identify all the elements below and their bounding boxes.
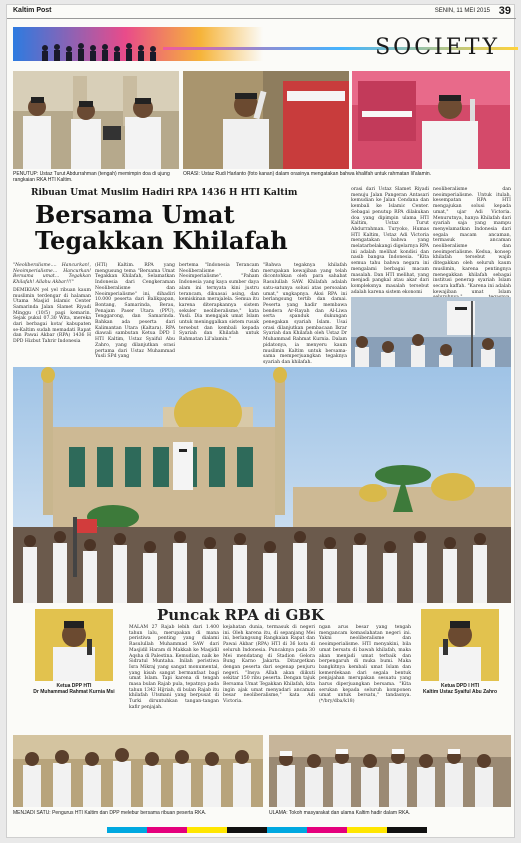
photo-pengurus: [13, 735, 263, 807]
paper-name: Kaltim Post: [13, 7, 52, 14]
article-col-1: [13, 263, 91, 363]
section-banner: [13, 23, 510, 65]
puncak-col-2: kejahatan dunia, termasuk di negeri ini. Oleh karena itu, di sepanjang Mei ini, berlangsung Rangkaian Rapat dan Pawai Akbar (RPA) HTI di 36 kota di seluruh Indonesia. Puncaknya pada 30 Mei mendatang di Stadion Gelora Bung Karno Jakarta. Ditargetkan dengan peserta dari segenap penjuru negeri. "Insya Allah akan diikuti sekitar 150 ribu peserta. Dengan tajuk Bersama Umat Tegakkan Khilafah, kita ingin ajak umat menyadari ancaman besar neoliberalisme," kata Adi Victoria.: [223, 625, 315, 705]
subsection-title: Puncak RPA di GBK: [157, 606, 325, 624]
section-title: SOCIETY: [375, 35, 500, 60]
caption-top-left: PENUTUP: Ustaz Turut Abdurrahman (tengah) memimpin doa di ujung rangkaian RKA HTI Kaltim.: [13, 171, 170, 183]
photo-speaker: [183, 71, 349, 169]
page-number: 39: [498, 5, 511, 17]
article-headline: Bersama Umat Tegakkan Khilafah: [35, 200, 288, 255]
photo-ketua-dpp: [35, 609, 113, 681]
caption-top-right: ORASI: Ustaz Rudi Harlanto (foto kanan) dalam orasinya mengatakan bahwa khalifah untuk rahmatan lil'alamin.: [183, 171, 432, 177]
col1-body: DEMIKIAN yel yel ribuan kaum muslimin terdengar di halaman Utama Masjid Islamic Center Samarinda Jalan Slamet Riyadi Minggu (10/5) pagi kemarin. Sejak pukul 07.30 Wita, mereka dari berbagai kota/ kabupaten se-Kaltim sudah memadati Rapat dan Pawai Akbar (RPA) 1436 H DPD Hizbut Tahrir Indonesia: [13, 287, 91, 345]
article-col-2: (HTI) Kaltim. RPA yang mengusung tema "Bersama Umat Tegakkan Khilafah, Selamatkan Indonesia dari Cengkeraman Neoliberalisme dan Neoimperialisme" ini, dihadiri 10.000 peserta dari Balikpapan, Bontang, Samarinda, Berau, Penajam Paser Utara (PPU), Tenggarong, dan Samarinda. Bahkan ada peserta dari Kalimantan Utara (Kaltara). RPA diawali sambutan Ketua DPD I HTI Kaltim, Ustaz Syaiful Abu Zahro, yang dilanjutkan orasi pertama dari Ustaz Muhammad Yusli SPd yang: [95, 263, 175, 360]
crowd-silhouette-icon: [39, 43, 159, 61]
photo-prayer: [13, 71, 179, 169]
caption-bottom-right: ULAMA: Tokoh masyarakat dan ulama Kaltim hadir dalam RKA.: [269, 810, 411, 816]
puncak-col-3: ngan arus besar yang tengah mengancam kemaslahatan negeri ini. Yakni neoliberalisme dan neoimperialisme. HTI menyakini, bila umat bersatu di bawah khilafah, maka akan menjadi umat terbaik dan berpengaruh di muka bumi. Maka bangkitnya kembali umat Islam dan kemerdekaan dari segala bentuk penjajahan merupakan sesuatu yang harus diperjuangkan bersama. "Kita serukan kepada seluruh komponen umat untuk bersatu," tandasnya. (*/bry/dba/k18): [319, 625, 411, 705]
masthead: [7, 5, 516, 19]
label-ketua-dpp: Ketua DPP HTI Dr Muhammad Rahmat Kurnia Msi: [33, 683, 115, 695]
article-col-6: neoliberalisme dan neoimperialisme. Untuk itulah, kesempatan RPA HTI mengajukan solusi kepada umat," ujar Adi Victoria. Menurutnya, hanya Khilafah dari syariah saja yang mampu menyelamatkan Indonesia dari segala macam ancaman, termasuk ancaman neoliberalisme dan neoimperialisme. Kedua, konsep khilafah tersebut wajib ditegakkan oleh seluruh kaum muslimin, karena pentingnya menegakkan khilafah sebagai institusi penerap syariah Islam secara kaffah. "Karena ini adalah kewajiban umat Islam: [433, 187, 511, 295]
newspaper-page: [6, 4, 515, 838]
intro-quote: "Neoliberalisme…. Hancurkan!, Neoimperialisme… Hancurkan! Bersama umat… Tegakkan Khilafah! Allahu Akbar!!!": [13, 263, 91, 286]
photo-mosque-crowd: [13, 367, 511, 603]
article-kicker: Ribuan Umat Muslim Hadiri RPA 1436 H HTI Kaltim: [31, 188, 298, 198]
puncak-col-1: MALAM 27 Rajab lebih dari 1.400 tahun lalu, merupakan di mana peristiwa penting yang dialami Rasulullah Muhammad SAW dari Masjidil Haram di Makkah ke Masjidil Aqsha di Palestina. Kemudian, naik ke Sidratul Muntaha. Inilah peristiwa Isra Mikraj yang sangat monumental, yang kisah sangat bermanfaat bagi umat Islam. Tapi karena di tengah masa bulan Rajab pula, tepatnya pada tahun 1342 Hijriah, di bulan Rajab itu khilafah Utsmani yang berpusat di Turki diruntuhkan tangan-tangan kafir penjajah.: [129, 625, 219, 710]
article-col-5: orasi dari Ustaz Slamet Riyadi menuju Jalan Pangeran Antasari kemudian ke Jalan Cendana dan kembali ke Islamic Center. Sebagai penutup RPA dilakukan doa yang dipimpin ulama HTI Kaltim, Ustaz Turut Abdurrahman. Turyoko, Humas HTI Kaltim, Ustaz Adi Victoria mengatakan bahwa yang melatarbelakangi digelarnya RPA ini adalah melihat kondisi dan nasib bangsa Indonesia. "Kita semua tahu bahwa negara ini mengalami berbagai macam masalah. Dan HTI melihat, yang menjadi pangkal atau akar dari kompleksnya masalah tersebut adalah karena sistem ekonomi: [351, 187, 429, 295]
label-ketua-dpd: Ketua DPD I HTI Kaltim Ustaz Syaiful Abu Zahro: [423, 683, 497, 695]
photo-orator: [352, 71, 510, 169]
photo-ulama: [269, 735, 511, 807]
article-col-4: "Bahwa tegaknya khilafah merupakan kewajiban yang telah dicontohkan oleh para sahabat Rasulullah SAW. Khilafah adalah satu-satunya solusi atas persoalan umat," ungkapnya. Aksi RPA ini berlangsung tertib dan damai. Peserta yang hadir membawa bendera Ar-Rayah dan Al-Liwa serta spanduk dukungan penegakan syariah Islam. Usai orasi dilanjutkan pembacaan Ikrar Syariah dan Khilafah oleh Ustaz Dr Muhammad Rahmat Kurnia. Dalam pidatonya, ia menyeru kaum muslimin Kaltim untuk bersama-sama memperjuangkan tegaknya syariah dan khilafah.: [263, 263, 347, 365]
print-color-bar: [107, 827, 427, 833]
caption-bottom-left: MENJADI SATU: Pengurus HTI Kaltim dan DPP melebur bersama ribuan peserta RKA.: [13, 810, 207, 816]
article-col-3: bertema "Indonesia Terancam Neoliberalisme dan Neoimperialisme". "Paham Indonesia yang kaya sumber daya alam ini ternyata kini justru terancam, dikuasai asing, dan kemiskinan merajalela. Semua itu karena diterapkannya sistem sekuler neoliberalisme," kata Yusli. Dia mengajak umat Islam untuk meninggalkan sistem rusak tersebut dan kembali kepada Syariah dan Khilafah untuk Rahmatan Lil'alamin.": [179, 263, 259, 343]
photo-ketua-dpd: [421, 609, 499, 681]
issue-date: SENIN, 11 MEI 2015: [434, 8, 490, 14]
